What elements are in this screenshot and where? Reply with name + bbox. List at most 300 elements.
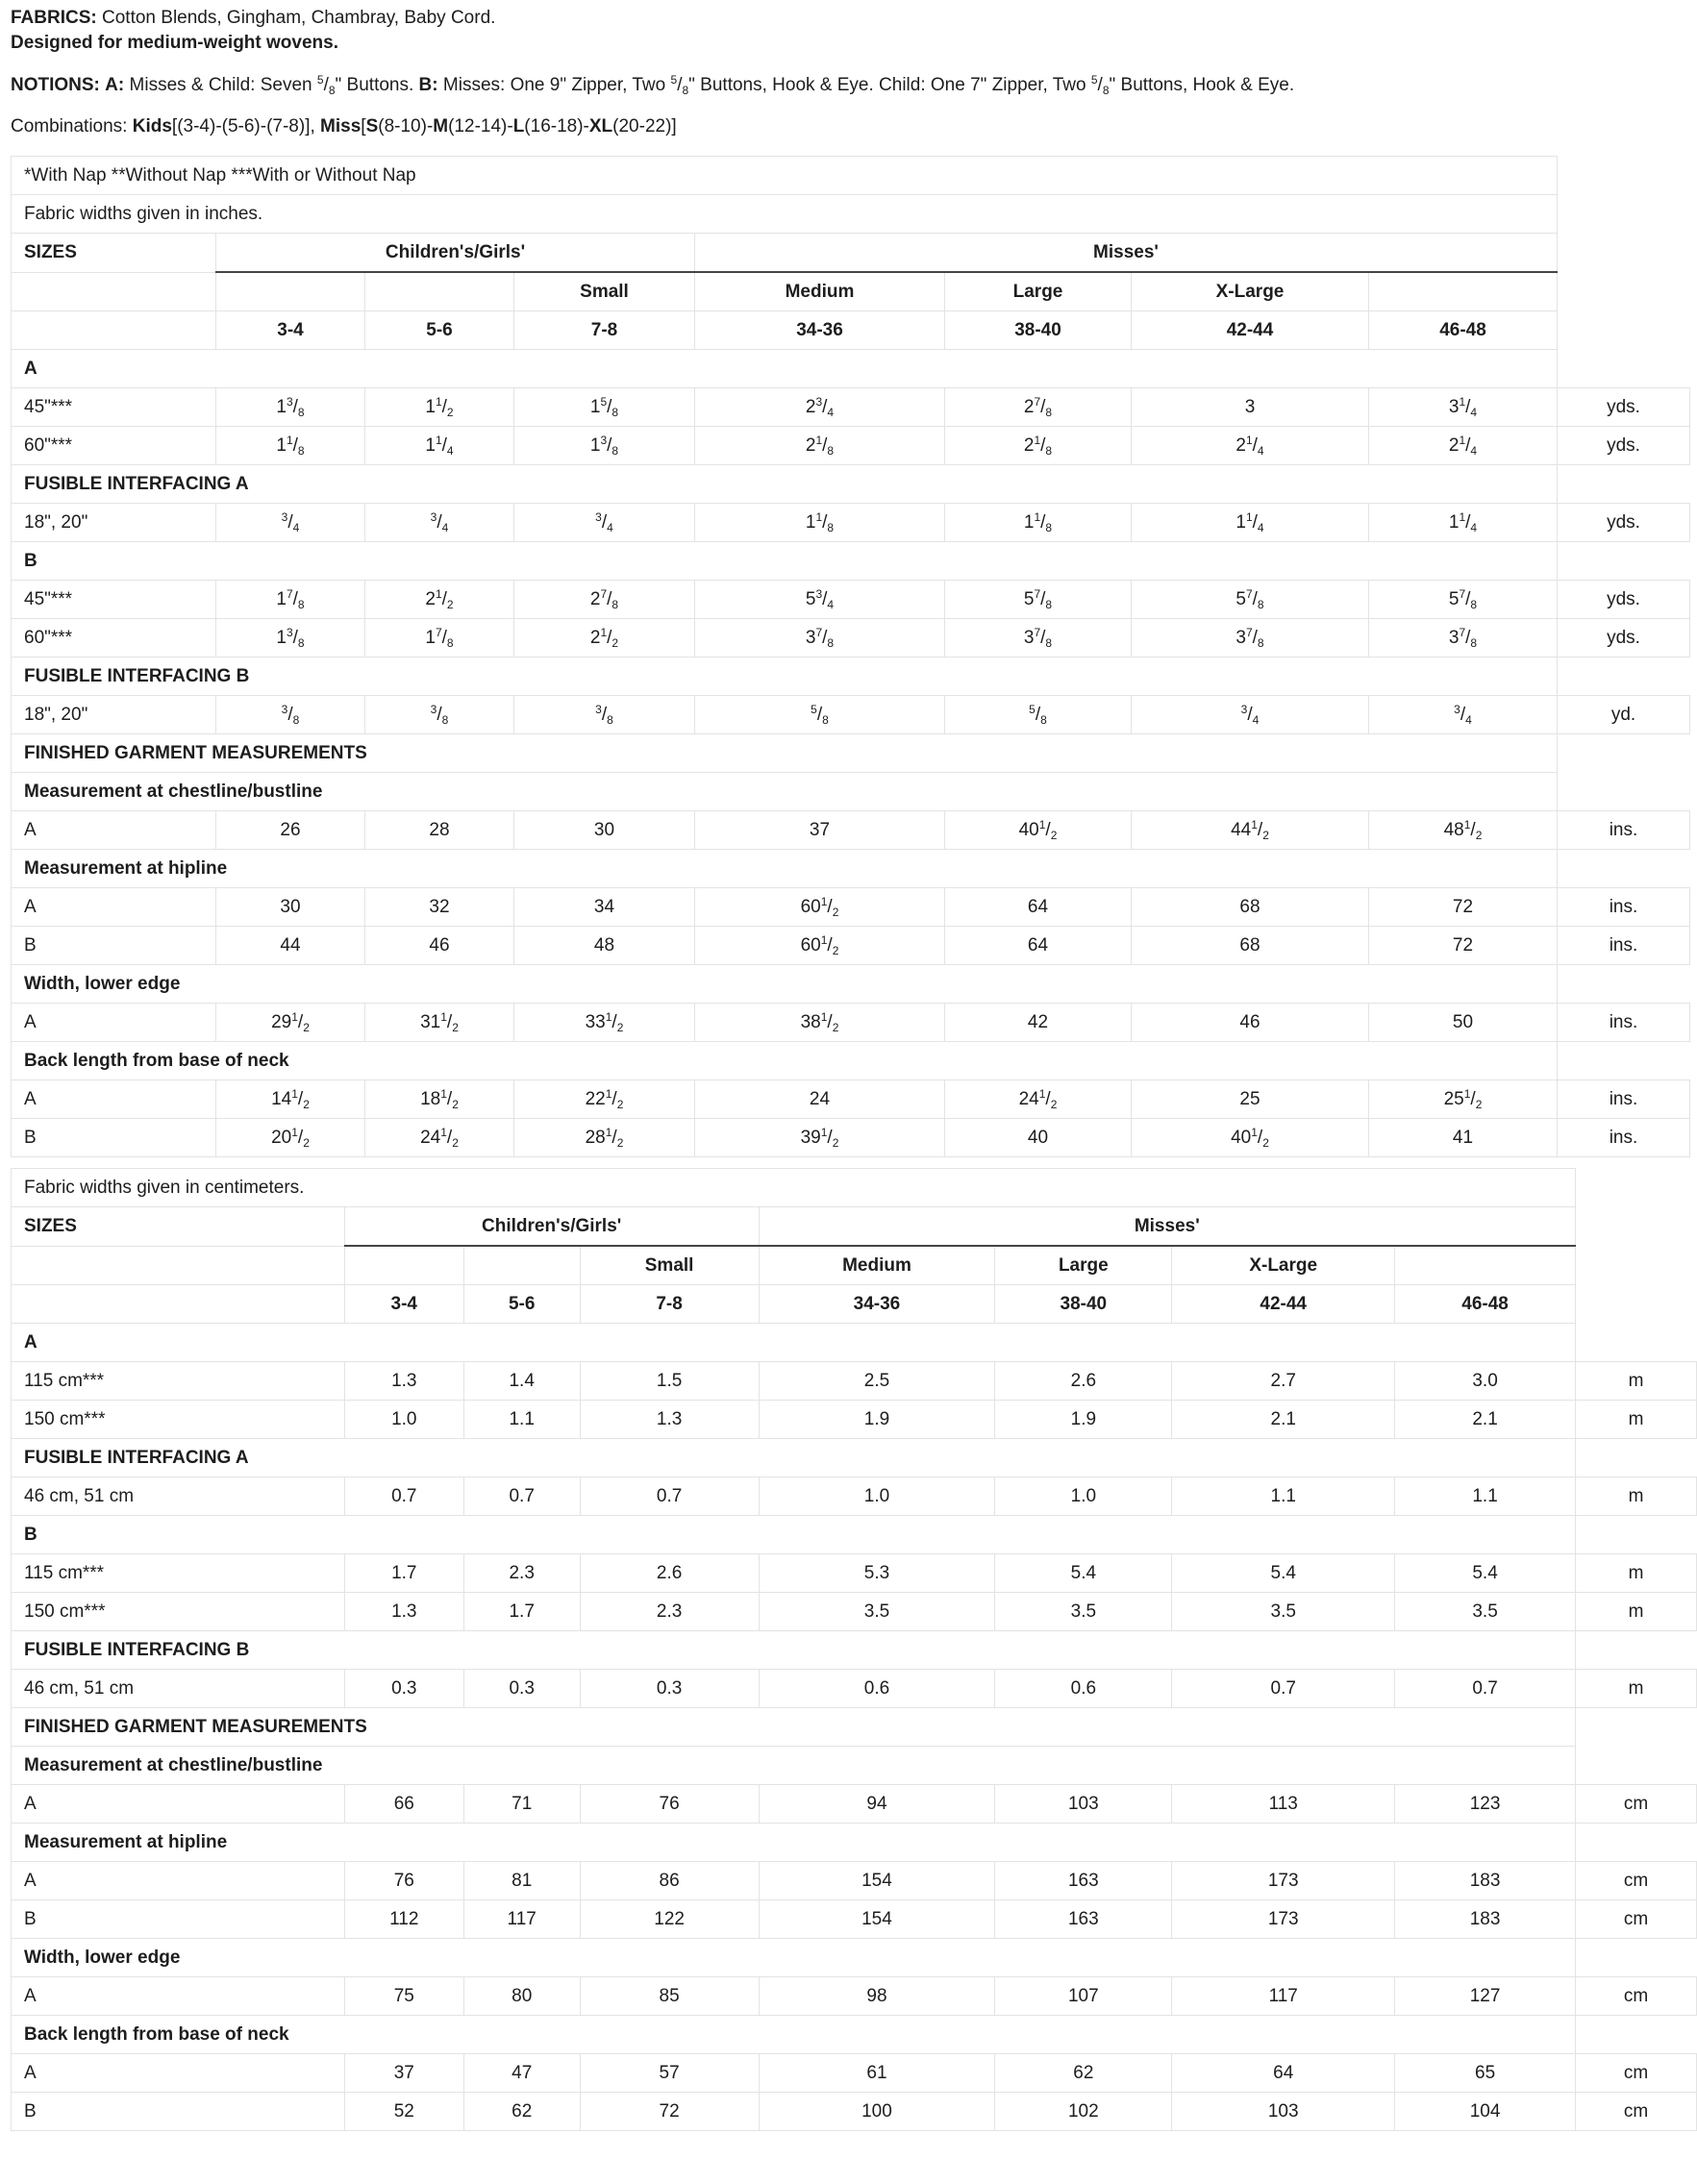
table-cell: 1.1 (1172, 1477, 1395, 1516)
table-row (12, 1670, 1697, 1708)
table-cell: 2.6 (995, 1362, 1172, 1401)
table-cell: 5.3 (759, 1554, 995, 1593)
table-cell: 28 (365, 811, 514, 850)
section-row (12, 734, 1690, 773)
table-cell (1132, 1119, 1369, 1157)
table-cell: 76 (344, 1862, 463, 1900)
table-cell (216, 581, 365, 619)
mixed-fraction: $3^7/_8$ (1448, 625, 1478, 650)
size-range: 7-8 (514, 311, 695, 350)
table-cell (1132, 581, 1369, 619)
size-name: X-Large (1172, 1246, 1395, 1285)
table-cell: 32 (365, 888, 514, 927)
mixed-fraction: $22^1/_2$ (585, 1086, 624, 1111)
table-cell: 1.3 (580, 1401, 759, 1439)
table-cell (1369, 696, 1558, 734)
table-cell (1369, 811, 1558, 850)
mixed-fraction: $3^1/_4$ (1448, 394, 1478, 419)
sizes-label: SIZES (12, 234, 216, 273)
mixed-fraction: $1^1/_2$ (425, 394, 454, 419)
table-cell: 103 (1172, 2093, 1395, 2131)
unit-label: ins. (1558, 1004, 1690, 1042)
row-label: B (12, 1900, 345, 1939)
size-range: 34-36 (759, 1285, 995, 1324)
table-cell: 154 (759, 1900, 995, 1939)
table-cell: 61 (759, 2054, 995, 2093)
size-range: 46-48 (1369, 311, 1558, 350)
table-cell: 0.7 (344, 1477, 463, 1516)
mixed-fraction: $^3/_4$ (281, 509, 300, 534)
mixed-fraction: $1^1/_4$ (1448, 509, 1478, 534)
table-cell: 3.5 (995, 1593, 1172, 1631)
table-cell (695, 1119, 945, 1157)
table-cell (1132, 619, 1369, 658)
table-cell: 0.3 (344, 1670, 463, 1708)
table-cell: 3.0 (1395, 1362, 1576, 1401)
size-name: Small (514, 272, 695, 311)
mixed-fraction: $1^1/_8$ (1023, 509, 1053, 534)
table-cell (1369, 619, 1558, 658)
table-row (12, 1401, 1697, 1439)
table-cell (1369, 504, 1558, 542)
table-cell: 24 (695, 1080, 945, 1119)
size-name: Large (995, 1246, 1172, 1285)
table-cell: 0.3 (463, 1670, 580, 1708)
mixed-fraction: $^3/_8$ (595, 702, 613, 727)
size-name (344, 1246, 463, 1285)
table-row (12, 1004, 1690, 1042)
section-row (12, 1516, 1697, 1554)
table-cell (216, 1080, 365, 1119)
table-cell (216, 619, 365, 658)
section-heading: B (12, 542, 1558, 581)
section-row (12, 2016, 1697, 2054)
table-cell (1369, 427, 1558, 465)
size-name (365, 272, 514, 311)
size-name (1369, 272, 1558, 311)
misses-group-header: Misses' (695, 234, 1558, 273)
table-cell: 0.7 (1395, 1670, 1576, 1708)
size-header (12, 157, 1690, 350)
mixed-fraction: $60^1/_2$ (800, 932, 839, 957)
table-cell: 154 (759, 1862, 995, 1900)
mixed-fraction: $2^1/_4$ (1448, 433, 1478, 458)
row-label: 45"*** (12, 388, 216, 427)
sizes-label: SIZES (12, 1207, 345, 1247)
table-cell (365, 619, 514, 658)
size-name: Medium (695, 272, 945, 311)
section-row (12, 1824, 1697, 1862)
mixed-fraction: $5^3/_4$ (805, 586, 835, 611)
mixed-fraction: $48^1/_2$ (1443, 817, 1483, 842)
unit-label: m (1576, 1593, 1697, 1631)
table-cell: 57 (580, 2054, 759, 2093)
size-range: 46-48 (1395, 1285, 1576, 1324)
mixed-fraction: $3^7/_8$ (1235, 625, 1264, 650)
table-cell: 1.9 (995, 1401, 1172, 1439)
yardage-table-inches (11, 156, 1690, 1157)
mixed-fraction: $3^7/_8$ (805, 625, 835, 650)
table-cell: 46 (365, 927, 514, 965)
fabrics-text: Cotton Blends, Gingham, Chambray, Baby Cord. (102, 8, 496, 28)
table-cell: 0.7 (580, 1477, 759, 1516)
table-cell: 81 (463, 1862, 580, 1900)
unit-label: m (1576, 1477, 1697, 1516)
notions-line (11, 72, 1294, 98)
mixed-fraction: $1^1/_8$ (805, 509, 835, 534)
table-cell: 0.7 (463, 1477, 580, 1516)
section-heading: Back length from base of neck (12, 2016, 1576, 2054)
mixed-fraction: $1^1/_8$ (276, 433, 305, 458)
fraction-five-eighths: $^5/_8$ (670, 73, 689, 97)
table-cell (514, 1080, 695, 1119)
children-group-header: Children's/Girls' (216, 234, 695, 273)
row-label: 115 cm*** (12, 1554, 345, 1593)
table-cell: 2.7 (1172, 1362, 1395, 1401)
mixed-fraction: $1^3/_8$ (276, 625, 305, 650)
row-label: A (12, 811, 216, 850)
section-heading: Measurement at hipline (12, 850, 1558, 888)
section-row (12, 850, 1690, 888)
table-cell (695, 427, 945, 465)
mixed-fraction: $^5/_8$ (1029, 702, 1047, 727)
table-cell (514, 1119, 695, 1157)
table-cell (216, 1004, 365, 1042)
mixed-fraction: $5^7/_8$ (1023, 586, 1053, 611)
table-cell: 2.5 (759, 1362, 995, 1401)
table-cell: 47 (463, 2054, 580, 2093)
table-cell: 65 (1395, 2054, 1576, 2093)
size-range: 3-4 (216, 311, 365, 350)
mixed-fraction: $60^1/_2$ (800, 894, 839, 919)
mixed-fraction: $5^7/_8$ (1448, 586, 1478, 611)
section-row (12, 773, 1690, 811)
table-cell (216, 1119, 365, 1157)
table-cell: 48 (514, 927, 695, 965)
row-label: 115 cm*** (12, 1362, 345, 1401)
table-cell: 3.5 (1395, 1593, 1576, 1631)
table-cell: 102 (995, 2093, 1172, 2131)
mixed-fraction: $1^3/_8$ (589, 433, 619, 458)
children-group-header: Children's/Girls' (344, 1207, 759, 1247)
table-cell (695, 619, 945, 658)
mixed-fraction: $1^1/_4$ (425, 433, 454, 458)
section-row (12, 1747, 1697, 1785)
mixed-fraction: $40^1/_2$ (1231, 1125, 1269, 1150)
table-cell: 68 (1132, 927, 1369, 965)
size-group-row (12, 1207, 1697, 1247)
table-cell: 37 (344, 2054, 463, 2093)
section-heading: Width, lower edge (12, 965, 1558, 1004)
table-cell (216, 388, 365, 427)
table-cell: 3 (1132, 388, 1369, 427)
table-cell: 5.4 (1395, 1554, 1576, 1593)
unit-label: yd. (1558, 696, 1690, 734)
section-row (12, 1042, 1690, 1080)
miss-label: Miss (320, 116, 362, 136)
table-row (12, 1977, 1697, 2016)
table-cell: 75 (344, 1977, 463, 2016)
row-label: A (12, 1004, 216, 1042)
table-cell: 163 (995, 1862, 1172, 1900)
table-cell: 0.7 (1172, 1670, 1395, 1708)
yardage-table-centimeters (11, 1168, 1697, 2131)
size-range: 42-44 (1132, 311, 1369, 350)
table-cell (365, 388, 514, 427)
table-cell (695, 504, 945, 542)
mixed-fraction: $^3/_8$ (430, 702, 449, 727)
mixed-fraction: $^5/_8$ (811, 702, 829, 727)
table-cell: 122 (580, 1900, 759, 1939)
size-name (1395, 1246, 1576, 1285)
section-heading: Back length from base of neck (12, 1042, 1558, 1080)
row-label: 45"*** (12, 581, 216, 619)
table-row (12, 888, 1690, 927)
unit-label: ins. (1558, 1119, 1690, 1157)
section-row (12, 1324, 1697, 1362)
table-cell (1132, 811, 1369, 850)
mixed-fraction: $2^7/_8$ (589, 586, 619, 611)
row-label: A (12, 1977, 345, 2016)
width-note-row (12, 195, 1690, 234)
unit-label: yds. (1558, 388, 1690, 427)
table-cell: 98 (759, 1977, 995, 2016)
table-cell (1132, 696, 1369, 734)
table-cell (695, 1004, 945, 1042)
table-cell: 72 (1369, 888, 1558, 927)
table-cell: 68 (1132, 888, 1369, 927)
section-heading: Measurement at chestline/bustline (12, 773, 1558, 811)
section-heading: A (12, 350, 1558, 388)
unit-label: yds. (1558, 427, 1690, 465)
row-label: B (12, 927, 216, 965)
size-name (463, 1246, 580, 1285)
misses-group-header: Misses' (759, 1207, 1575, 1247)
table-cell: 46 (1132, 1004, 1369, 1042)
table-cell: 2.3 (463, 1554, 580, 1593)
mixed-fraction: $3^7/_8$ (1023, 625, 1053, 650)
size-range: 7-8 (580, 1285, 759, 1324)
table-cell: 30 (514, 811, 695, 850)
table-row (12, 1900, 1697, 1939)
table-cell (945, 427, 1132, 465)
table-cell: 117 (463, 1900, 580, 1939)
table-cell: 37 (695, 811, 945, 850)
table-cell: 1.0 (344, 1401, 463, 1439)
table-cell: 5.4 (1172, 1554, 1395, 1593)
designed-for-line: Designed for medium-weight wovens. (11, 33, 338, 53)
table-cell (945, 811, 1132, 850)
notions-a-label: A: (105, 75, 125, 95)
table-cell: 62 (995, 2054, 1172, 2093)
section-row (12, 1439, 1697, 1477)
unit-label: cm (1576, 1785, 1697, 1824)
section-row (12, 658, 1690, 696)
table-cell: 103 (995, 1785, 1172, 1824)
mixed-fraction: $2^1/_4$ (1235, 433, 1264, 458)
table-cell: 64 (1172, 2054, 1395, 2093)
table-cell: 72 (1369, 927, 1558, 965)
size-range: 5-6 (463, 1285, 580, 1324)
mixed-fraction: $44^1/_2$ (1231, 817, 1269, 842)
unit-label: ins. (1558, 811, 1690, 850)
section-row (12, 965, 1690, 1004)
table-cell: 183 (1395, 1900, 1576, 1939)
unit-label: yds. (1558, 619, 1690, 658)
table-row (12, 1362, 1697, 1401)
mixed-fraction: $24^1/_2$ (1018, 1086, 1058, 1111)
row-label: 60"*** (12, 427, 216, 465)
section-row (12, 1631, 1697, 1670)
table-cell: 5.4 (995, 1554, 1172, 1593)
table-cell: 44 (216, 927, 365, 965)
table-cell (216, 504, 365, 542)
mixed-fraction: $2^1/_8$ (1023, 433, 1053, 458)
table-row (12, 1477, 1697, 1516)
unit-label: ins. (1558, 888, 1690, 927)
table-cell: 2.3 (580, 1593, 759, 1631)
table-row (12, 388, 1690, 427)
table-cell (695, 696, 945, 734)
size-range: 5-6 (365, 311, 514, 350)
table-cell: 0.6 (995, 1670, 1172, 1708)
combinations-line: Combinations: Kids[(3-4)-(5-6)-(7-8)], Miss[S(8-10)-M(12-14)-L(16-18)-XL(20-22)] (11, 116, 677, 136)
table-cell (1369, 388, 1558, 427)
mixed-fraction: $14^1/_2$ (271, 1086, 310, 1111)
size-name: Small (580, 1246, 759, 1285)
table-cell: 1.7 (463, 1593, 580, 1631)
table-cell: 85 (580, 1977, 759, 2016)
table-cell (945, 504, 1132, 542)
table-cell: 104 (1395, 2093, 1576, 2131)
section-heading: FUSIBLE INTERFACING B (12, 658, 1558, 696)
table-cell: 117 (1172, 1977, 1395, 2016)
table-row (12, 811, 1690, 850)
section-heading: FUSIBLE INTERFACING A (12, 1439, 1576, 1477)
size-name-row (12, 1246, 1697, 1285)
mixed-fraction: $^3/_8$ (281, 702, 300, 727)
table-cell (365, 581, 514, 619)
row-label: A (12, 888, 216, 927)
table-cell: 3.5 (759, 1593, 995, 1631)
size-range: 38-40 (945, 311, 1132, 350)
size-name: X-Large (1132, 272, 1369, 311)
table-cell: 71 (463, 1785, 580, 1824)
unit-label: m (1576, 1362, 1697, 1401)
table-row (12, 1080, 1690, 1119)
table-cell (514, 696, 695, 734)
mixed-fraction: $2^3/_4$ (805, 394, 835, 419)
size-name: Large (945, 272, 1132, 311)
table-row (12, 927, 1690, 965)
section-heading: Measurement at chestline/bustline (12, 1747, 1576, 1785)
nap-legend: *With Nap **Without Nap ***With or Without Nap (12, 157, 1558, 195)
mixed-fraction: $25^1/_2$ (1443, 1086, 1483, 1111)
yardage-body-centimeters (12, 1324, 1697, 2131)
table-cell: 76 (580, 1785, 759, 1824)
row-label: A (12, 1080, 216, 1119)
width-note: Fabric widths given in inches. (12, 195, 1558, 234)
table-cell: 1.9 (759, 1401, 995, 1439)
size-name: Medium (759, 1246, 995, 1285)
section-row (12, 350, 1690, 388)
mixed-fraction: $1^5/_8$ (589, 394, 619, 419)
table-cell: 2.1 (1395, 1401, 1576, 1439)
size-group-row (12, 234, 1690, 273)
table-cell: 123 (1395, 1785, 1576, 1824)
table-cell: 62 (463, 2093, 580, 2131)
yardage-body-inches (12, 350, 1690, 1157)
table-cell (514, 619, 695, 658)
fabrics-label: FABRICS: (11, 8, 97, 28)
mixed-fraction: $^3/_4$ (1454, 702, 1472, 727)
row-label: B (12, 2093, 345, 2131)
mixed-fraction: $18^1/_2$ (420, 1086, 459, 1111)
table-row (12, 696, 1690, 734)
table-cell: 100 (759, 2093, 995, 2131)
unit-label: m (1576, 1554, 1697, 1593)
table-row (12, 1593, 1697, 1631)
table-row (12, 427, 1690, 465)
table-cell: 1.1 (1395, 1477, 1576, 1516)
fabrics-line (11, 5, 495, 31)
mixed-fraction: $29^1/_2$ (271, 1009, 310, 1034)
table-cell (365, 1119, 514, 1157)
table-cell (216, 427, 365, 465)
mixed-fraction: $31^1/_2$ (420, 1009, 459, 1034)
section-heading: FUSIBLE INTERFACING A (12, 465, 1558, 504)
unit-label: m (1576, 1670, 1697, 1708)
section-row (12, 542, 1690, 581)
table-cell: 86 (580, 1862, 759, 1900)
table-cell: 3.5 (1172, 1593, 1395, 1631)
table-cell: 30 (216, 888, 365, 927)
table-cell: 1.5 (580, 1362, 759, 1401)
size-header (12, 1169, 1697, 1324)
size-range-row (12, 1285, 1697, 1324)
table-row (12, 2054, 1697, 2093)
table-cell: 127 (1395, 1977, 1576, 2016)
mixed-fraction: $24^1/_2$ (420, 1125, 459, 1150)
notions-b-text: Misses: One 9" Zipper, Two (442, 75, 666, 95)
table-cell: 34 (514, 888, 695, 927)
table-cell: 1.1 (463, 1401, 580, 1439)
section-heading: FINISHED GARMENT MEASUREMENTS (12, 734, 1558, 773)
table-cell: 112 (344, 1900, 463, 1939)
table-cell: 94 (759, 1785, 995, 1824)
section-heading: FUSIBLE INTERFACING B (12, 1631, 1576, 1670)
width-note: Fabric widths given in centimeters. (12, 1169, 1576, 1207)
row-label: 18", 20" (12, 696, 216, 734)
size-range: 34-36 (695, 311, 945, 350)
section-row (12, 1939, 1697, 1977)
table-cell (695, 581, 945, 619)
row-label: 150 cm*** (12, 1401, 345, 1439)
row-label: 150 cm*** (12, 1593, 345, 1631)
table-cell (945, 581, 1132, 619)
table-cell (514, 388, 695, 427)
notions-b-text-end: " Buttons, Hook & Eye. (1109, 75, 1295, 95)
mixed-fraction: $2^1/_8$ (805, 433, 835, 458)
unit-label: ins. (1558, 927, 1690, 965)
mixed-fraction: $^3/_4$ (595, 509, 613, 534)
section-heading: Width, lower edge (12, 1939, 1576, 1977)
table-cell: 41 (1369, 1119, 1558, 1157)
table-cell: 40 (945, 1119, 1132, 1157)
section-row (12, 465, 1690, 504)
fraction-five-eighths: $^5/_8$ (1090, 73, 1110, 97)
mixed-fraction: $2^7/_8$ (1023, 394, 1053, 419)
